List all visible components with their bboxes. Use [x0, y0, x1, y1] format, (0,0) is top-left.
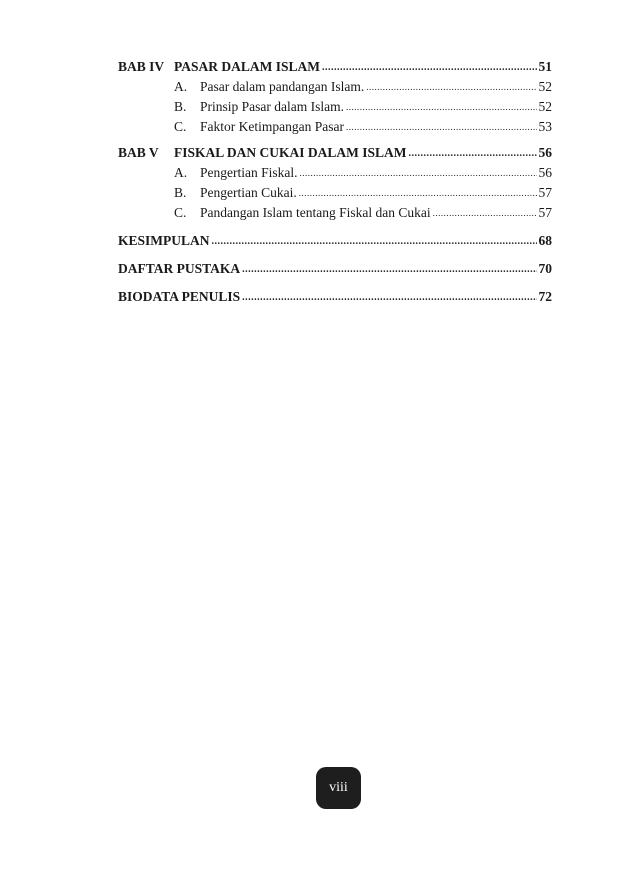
item-title: Pengertian Fiskal.	[200, 165, 298, 180]
footer-page-number: viii	[329, 780, 348, 795]
leader-dots	[322, 56, 536, 78]
chapter-label: BAB IV	[118, 59, 165, 74]
leader-dots	[409, 142, 537, 164]
item-title: Pasar dalam pandangan Islam.	[200, 79, 365, 94]
entry-title: DAFTAR PUSTAKA	[118, 261, 241, 276]
leader-dots	[299, 182, 537, 203]
toc-item-bab-iv-c[interactable]	[118, 117, 552, 137]
chapter-title: PASAR DALAM ISLAM	[174, 59, 321, 74]
page-number: 56	[538, 165, 552, 180]
toc-item-bab-v-b[interactable]	[118, 183, 552, 203]
toc-item-bab-iv-b[interactable]	[118, 97, 552, 117]
item-title: Pandangan Islam tentang Fiskal dan Cukai	[200, 205, 431, 220]
page-number: 53	[538, 119, 552, 134]
page-number: 51	[538, 59, 552, 74]
toc-entry-biodata-penulis[interactable]	[118, 287, 552, 307]
page-number: 57	[538, 185, 552, 200]
page-number: 52	[538, 99, 552, 114]
item-letter: B.	[174, 185, 187, 200]
item-letter: C.	[174, 119, 187, 134]
toc-item-bab-v-c[interactable]	[118, 203, 552, 223]
leader-dots	[300, 162, 537, 183]
page-number: 52	[538, 79, 552, 94]
leader-dots	[433, 202, 537, 223]
leader-dots	[346, 116, 537, 137]
item-title: Pengertian Cukai.	[200, 185, 297, 200]
toc-item-bab-v-a[interactable]	[118, 163, 552, 183]
leader-dots	[346, 96, 537, 117]
page-number: 68	[538, 233, 552, 248]
item-title: Prinsip Pasar dalam Islam.	[200, 99, 344, 114]
item-letter: C.	[174, 205, 187, 220]
toc-entry-daftar-pustaka[interactable]	[118, 259, 552, 279]
page-number-badge	[316, 767, 361, 809]
item-title: Faktor Ketimpangan Pasar	[200, 119, 344, 134]
leader-dots	[212, 230, 537, 252]
chapter-title: FISKAL DAN CUKAI DALAM ISLAM	[174, 145, 407, 160]
leader-dots	[242, 258, 536, 280]
entry-title: KESIMPULAN	[118, 233, 210, 248]
leader-dots	[242, 286, 536, 308]
item-letter: A.	[174, 79, 188, 94]
toc-entry-kesimpulan[interactable]	[118, 231, 552, 251]
chapter-label: BAB V	[118, 145, 159, 160]
leader-dots	[366, 76, 536, 97]
page-number: 70	[538, 261, 552, 276]
page-number: 72	[538, 289, 552, 304]
toc-chapter-bab-iv[interactable]	[118, 57, 552, 77]
toc-chapter-bab-v[interactable]	[118, 143, 552, 163]
item-letter: A.	[174, 165, 188, 180]
entry-title: BIODATA PENULIS	[118, 289, 241, 304]
page-number: 56	[538, 145, 552, 160]
toc-item-bab-iv-a[interactable]	[118, 77, 552, 97]
item-letter: B.	[174, 99, 187, 114]
table-of-contents	[118, 57, 552, 307]
page-number: 57	[538, 205, 552, 220]
